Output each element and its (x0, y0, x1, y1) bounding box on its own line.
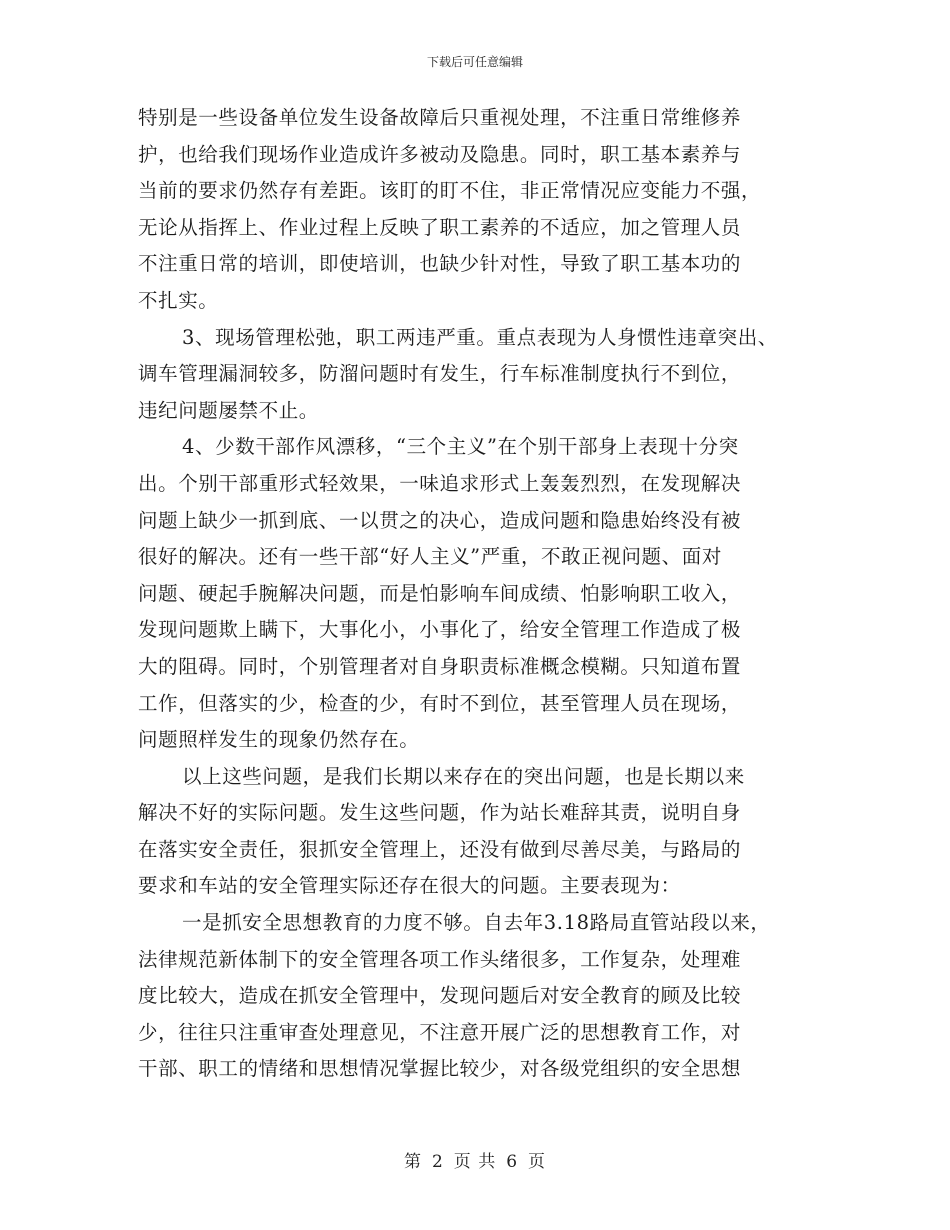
text-line: 大的阻碍。同时，个别管理者对自身职责标准概念模糊。只知道布置 (138, 654, 742, 678)
text-line: 发现问题欺上瞒下，大事化小，小事化了，给安全管理工作造成了极 (138, 618, 742, 642)
text-line: 4、少数干部作风漂移，“三个主义”在个别干部身上表现十分突 (182, 435, 739, 459)
text-line: 法律规范新体制下的安全管理各项工作头绪很多，工作复杂，处理难 (138, 947, 742, 971)
paragraph-4 (138, 759, 818, 905)
text-line: 很好的解决。还有一些干部“好人主义”严重，不敢正视问题、面对 (138, 545, 722, 569)
text-line: 问题、硬起手腕解决问题，而是怕影响车间成绩、怕影响职工收入， (138, 581, 742, 605)
text-line: 调车管理漏洞较多，防溜问题时有发生，行车标准制度执行不到位， (138, 362, 742, 386)
paragraph-3 (138, 429, 818, 758)
text-line: 工作，但落实的少，检查的少，有时不到位，甚至管理人员在现场， (138, 691, 742, 715)
total-page-count: 6 (506, 1152, 519, 1172)
text-line: 违纪问题屡禁不止。 (138, 398, 319, 422)
text-line: 3、现场管理松弛，职工两违严重。重点表现为人身惯性违章突出、 (182, 325, 778, 349)
text-line: 解决不好的实际问题。发生这些问题，作为站长难辞其责，说明自身 (138, 801, 742, 825)
footer-middle: 页 共 (453, 1152, 497, 1172)
paragraph-1 (138, 100, 818, 320)
page-header: 下载后可任意编辑 (426, 55, 523, 69)
text-line: 以上这些问题，是我们长期以来存在的突出问题，也是长期以来 (182, 764, 745, 788)
text-line: 特别是一些设备单位发生设备故障后只重视处理，不注重日常维修养 (138, 106, 742, 129)
document-body (138, 100, 818, 1088)
footer-prefix: 第 (403, 1152, 422, 1172)
footer-suffix: 页 (528, 1152, 547, 1172)
text-line: 出。个别干部重形式轻效果，一味追求形式上轰轰烈烈，在发现解决 (138, 471, 742, 495)
text-line: 在落实安全责任，狠抓安全管理上，还没有做到尽善尽美，与路局的 (138, 837, 742, 861)
text-line: 当前的要求仍然存有差距。该盯的盯不住，非正常情况应变能力不强， (138, 179, 762, 203)
current-page-number: 2 (431, 1152, 444, 1172)
text-line: 干部、职工的情绪和思想情况掌握比较少，对各级党组织的安全思想 (138, 1057, 742, 1081)
text-line: 一是抓安全思想教育的力度不够。自去年3.18路局直管站段以来， (182, 911, 771, 935)
paragraph-2 (138, 320, 818, 430)
text-line: 要求和车站的安全管理实际还存在很大的问题。主要表现为： (138, 874, 681, 898)
text-line: 护，也给我们现场作业造成许多被动及隐患。同时，职工基本素养与 (138, 142, 742, 166)
text-line: 无论从指挥上、作业过程上反映了职工素养的不适应，加之管理人员 (138, 215, 742, 239)
page-footer (0, 1147, 950, 1172)
paragraph-5 (138, 905, 818, 1088)
text-line: 不扎实。 (138, 288, 219, 312)
text-line: 度比较大，造成在抓安全管理中，发现问题后对安全教育的顾及比较 (138, 984, 742, 1008)
text-line: 问题上缺少一抓到底、一以贯之的决心，造成问题和隐患始终没有被 (138, 508, 742, 532)
text-line: 问题照样发生的现象仍然存在。 (138, 728, 420, 752)
text-line: 少，往往只注重审查处理意见，不注意开展广泛的思想教育工作，对 (138, 1020, 742, 1044)
text-line: 不注重日常的培训，即使培训，也缺少针对性，导致了职工基本功的 (138, 252, 742, 276)
